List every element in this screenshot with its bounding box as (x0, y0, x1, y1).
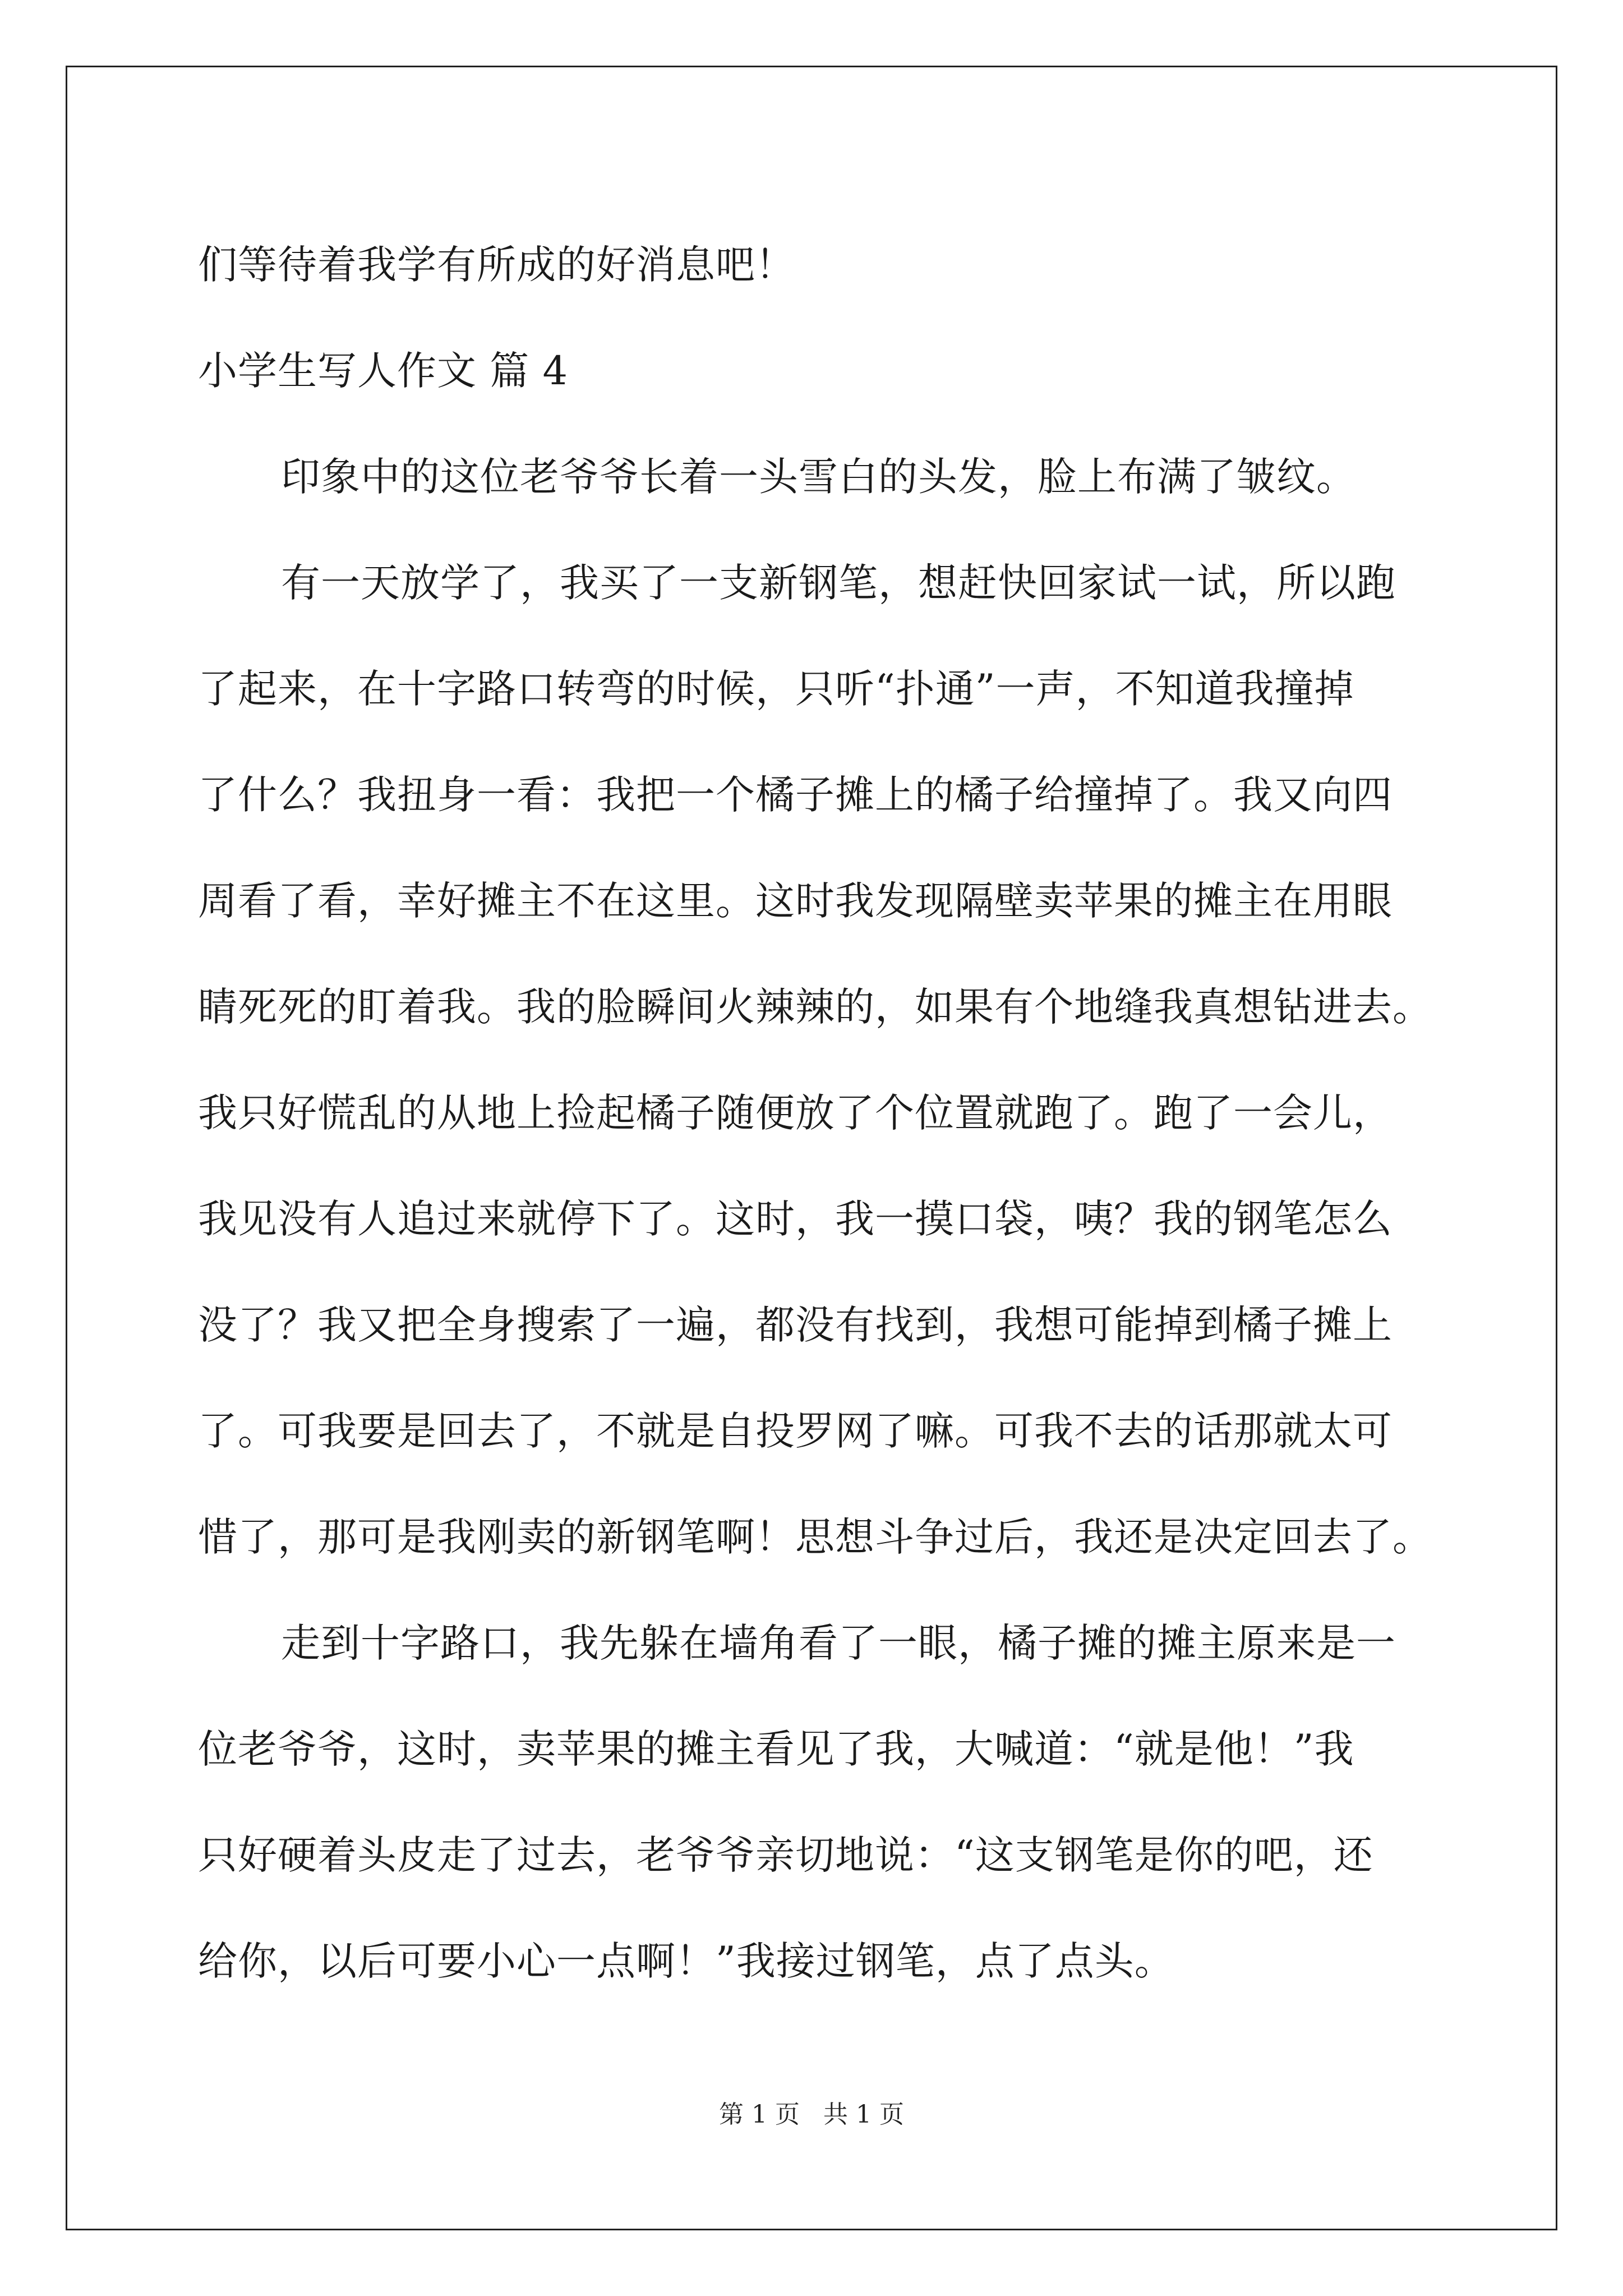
paragraph-line: 只好硬着头皮走了过去，老爷爷亲切地说：“这支钢笔是你的吧，还 (198, 1832, 1373, 1878)
paragraph-line: 走到十字路口，我先躲在墙角看了一眼，橘子摊的摊主原来是一 (281, 1620, 1396, 1666)
paragraph-line: 周看了看，幸好摊主不在这里。这时我发现隔壁卖苹果的摊主在用眼 (198, 878, 1393, 924)
paragraph-line: 睛死死的盯着我。我的脸瞬间火辣辣的，如果有个地缝我真想钻进去。 (198, 984, 1432, 1030)
paragraph-line: 给你，以后可要小心一点啊！”我接过钢笔，点了点头。 (198, 1938, 1174, 1984)
section-heading: 小学生写人作文 篇 4 (198, 348, 569, 394)
page-number-footer: 第 1 页 共 1 页 (719, 2100, 904, 2129)
paragraph-line: 惜了，那可是我刚卖的新钢笔啊！思想斗争过后，我还是决定回去了。 (198, 1514, 1432, 1560)
document-body (198, 212, 1432, 2014)
paragraph-line: 了起来，在十字路口转弯的时候，只听“扑通”一声，不知道我撞掉 (198, 666, 1354, 712)
paragraph-line: 了。可我要是回去了，不就是自投罗网了嘛。可我不去的话那就太可 (198, 1408, 1393, 1454)
text-line: 们等待着我学有所成的好消息吧！ (198, 242, 795, 288)
paragraph-line: 了什么？我扭身一看：我把一个橘子摊上的橘子给撞掉了。我又向四 (198, 772, 1393, 818)
paragraph-line: 没了？我又把全身搜索了一遍，都没有找到，我想可能掉到橘子摊上 (198, 1302, 1393, 1348)
paragraph-line: 我只好慌乱的从地上捡起橘子随便放了个位置就跑了。跑了一会儿， (198, 1090, 1393, 1136)
paragraph-line: 有一天放学了，我买了一支新钢笔，想赶快回家试一试，所以跑 (281, 560, 1396, 606)
paragraph-line: 位老爷爷，这时，卖苹果的摊主看见了我，大喊道：“就是他！”我 (198, 1726, 1354, 1772)
paragraph-line: 我见没有人追过来就停下了。这时，我一摸口袋，咦？我的钢笔怎么 (198, 1196, 1393, 1242)
paragraph-line: 印象中的这位老爷爷长着一头雪白的头发，脸上布满了皱纹。 (281, 454, 1356, 500)
